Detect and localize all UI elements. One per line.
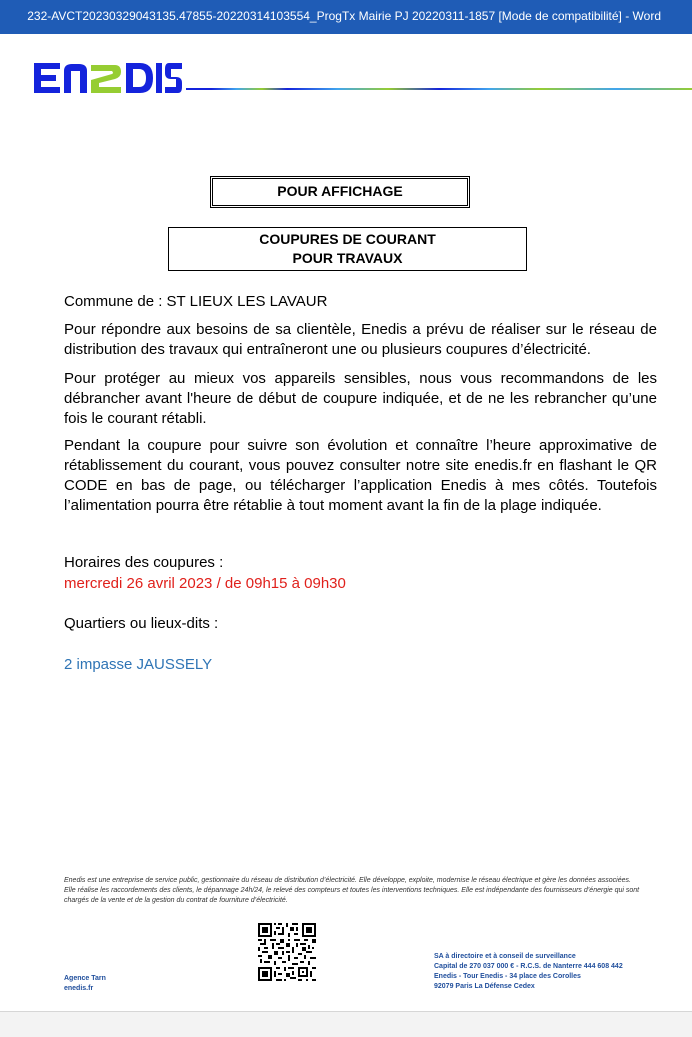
- status-bar: [0, 1011, 692, 1037]
- window-title-bar: [0, 0, 692, 34]
- corporate-line-1: SA à directoire et à conseil de surveillance: [434, 953, 576, 960]
- hours-label: Horaires des coupures :: [64, 554, 224, 571]
- corporate-info: [434, 952, 623, 992]
- areas-label: Quartiers ou lieux-dits :: [64, 615, 219, 632]
- corporate-line-3: Enedis - Tour Enedis - 34 place des Corolles: [434, 973, 581, 980]
- document-page: [0, 34, 692, 1011]
- corporate-line-4: 92079 Paris La Défense Cedex: [434, 983, 535, 990]
- areas-value: 2 impasse JAUSSELY: [64, 656, 213, 673]
- agency-website: enedis.fr: [64, 985, 94, 992]
- qr-code-icon[interactable]: [258, 923, 316, 986]
- agency-name: Agence Tarn: [64, 975, 106, 982]
- commune-line: Commune de : ST LIEUX LES LAVAUR: [64, 293, 328, 310]
- heading-line1: COUPURES DE COURANT: [259, 231, 436, 247]
- heading-line2: POUR TRAVAUX: [292, 250, 403, 266]
- paragraph-2: Pour protéger au mieux vos appareils sensibles, nous vous recommandons de les débrancher avant l'heure de début de coupure indiquée, et de ne les rebrancher qu’une fois le courant rétabli.: [64, 370, 657, 427]
- display-label-box: [210, 176, 470, 208]
- agency-info: [64, 974, 106, 994]
- display-label: POUR AFFICHAGE: [277, 183, 403, 199]
- corporate-line-2: Capital de 270 037 000 € - R.C.S. de Nanterre 444 608 442: [434, 963, 623, 970]
- hours-value: mercredi 26 avril 2023 / de 09h15 à 09h30: [64, 575, 346, 592]
- paragraph-3: Pendant la coupure pour suivre son évolution et connaître l’heure approximative de rétablissement du courant, vous pouvez consulter notre site enedis.fr en flashant le QR CODE en bas de page, ou télécharger l’application Enedis à mes côtés. Toutefois l’alimentation pourra être rétablie à tout moment avant la fin de la plage indiquée.: [64, 437, 657, 514]
- enedis-logo: [31, 59, 183, 102]
- header-rule: [186, 88, 692, 90]
- paragraph-1: Pour répondre aux besoins de sa clientèle, Enedis a prévu de réaliser sur le réseau de distribution des travaux qui entraîneront une ou plusieurs coupures d’électricité.: [64, 321, 657, 358]
- legal-notice: Enedis est une entreprise de service public, gestionnaire du réseau de distribution d’électricité. Elle développe, exploite, modernise le réseau électrique et gère les données associées. Elle réalise les raccordements des clients, le dépannage 24h/24, le relevé des compteurs et toutes les interventions techniques. Elle est indépendante des fournisseurs d’énergie qui sont chargés de la vente et de la gestion du contrat de fourniture d’électricité.: [64, 877, 640, 904]
- heading-box: [168, 227, 527, 271]
- window-title: 232-AVCT20230329043135.47855-20220314103554_ProgTx Mairie PJ 20220311-1857 [Mode de compatibilité] - Word: [27, 9, 661, 23]
